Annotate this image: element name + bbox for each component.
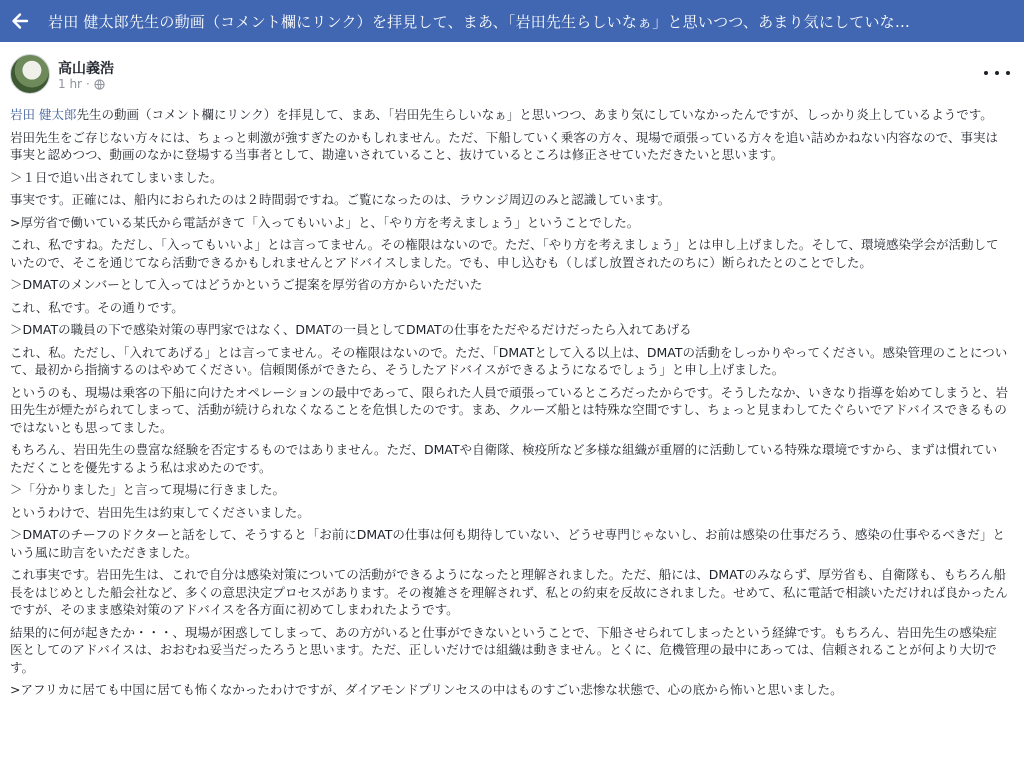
post-paragraph: 岩田先生をご存じない方々には、ちょっと刺激が強すぎたのかもしれません。ただ、下船していく乗客の方々、現場で頑張っている方々を追い詰めかねない内容なので、事実は事実と認めつつ、動画のなかに登場する当事者として、勘違いされていること、抜けているところは修正させていただきたいと思います。 xyxy=(10,129,999,162)
post-header xyxy=(10,54,1014,98)
post-paragraph: ＞DMATのチーフのドクターと話をして、そうすると「お前にDMATの仕事は何も期待していない、どうせ専門じゃないし、お前は感染の仕事だろう、感染の仕事やるべきだ」という風に助言をいただきました。 xyxy=(10,527,1005,560)
post-paragraph: 岩田 健太郎先生の動画（コメント欄にリンク）を拝見して、まあ、「岩田先生らしいなぁ」と思いつつ、あまり気にしていなかったんですが、しっかり炎上しているようです。 xyxy=(10,107,993,122)
post-paragraph: これ事実です。岩田先生は、これで自分は感染対策についての活動ができるようになったと理解されました。ただ、船には、DMATのみならず、厚労省も、自衛隊も、もちろん船長をはじめとした船会社など、多くの意思決定プロセスがあります。その複雑さを理解されず、私との約束を反故にされました。せめて、私に電話で相談いただければ良かったんですが、そのまま感染対策のアドバイスを各方面に初めてしまわれたようです。 xyxy=(10,567,1008,617)
post-paragraph: >厚労省で働いている某氏から電話がきて「入ってもいいよ」と、「やり方を考えましょう」ということでした。 xyxy=(10,214,640,230)
arrow-left-icon xyxy=(10,11,30,31)
post-paragraph: ＞１日で追い出されてしまいました。 xyxy=(10,169,223,185)
post-paragraph: 結果的に何が起きたか・・・、現場が困惑してしまって、あの方がいると仕事ができないということで、下船させられてしまったという経緯です。もちろん、岩田先生の感染症医としてのアドバイスは、おおむね妥当だったろうと思います。ただ、正しいだけでは組織は動きません。とくに、危機管理の最中にあっては、信頼されることが何より大切です。 xyxy=(10,624,997,675)
post-time[interactable]: 1 hr xyxy=(58,77,82,91)
post-paragraph: ＞DMATの職員の下で感染対策の専門家ではなく、DMATの一員としてDMATの仕事をただやるだけだったら入れてあげる xyxy=(10,322,692,337)
post-paragraph: もちろん、岩田先生の豊富な経験を否定するものではありません。ただ、DMATや自衛隊、検疫所など多様な組織が重層的に活動している特殊な環境ですから、まずは慣れていただくことを優先するよう私は求めたのです。 xyxy=(10,442,998,475)
more-options-button[interactable] xyxy=(984,66,1010,80)
page-title: 岩田 健太郎先生の動画（コメント欄にリンク）を拝見して、まあ、「岩田先生らしいなぁ」と思いつつ、あまり気にしていな… xyxy=(48,12,911,31)
post-paragraph: というのも、現場は乗客の下船に向けたオペレーションの最中であって、限られた人員で頑張っているところだったからです。そうしたなか、いきなり指導を始めてしまうと、岩田先生が煙たがられてしまって、活動が続けられなくなることを危惧したのです。まあ、クルーズ船とは特殊な空間ですし、ちょっと見まわしてたぐらいでアドバイスできるものではないとも思ってました。 xyxy=(10,384,1009,435)
top-app-bar xyxy=(0,0,1024,42)
globe-icon xyxy=(94,79,105,90)
post-paragraph: これ、私です。その通りです。 xyxy=(10,299,184,315)
avatar[interactable] xyxy=(10,54,50,94)
meta-separator: · xyxy=(86,77,90,91)
post-paragraph: 事実です。正確には、船内におられたのは２時間弱ですね。ご覧になったのは、ラウンジ周辺のみと認識しています。 xyxy=(10,192,671,207)
post-paragraph: ＞DMATのメンバーとして入ってはどうかというご提案を厚労省の方からいただいた xyxy=(10,277,483,292)
back-button[interactable] xyxy=(0,0,40,42)
post-paragraph: というわけで、岩田先生は約束してくださいました。 xyxy=(10,504,310,520)
post-paragraph: ＞「分かりました」と言って現場に行きました。 xyxy=(10,482,286,497)
more-horizontal-icon xyxy=(984,71,988,75)
post-paragraph: >アフリカに居ても中国に居ても怖くなかったわけですが、ダイアモンドプリンセスの中はものすごい悲惨な状態で、心の底から怖いと思いました。 xyxy=(10,682,843,697)
mention-link[interactable]: 岩田 健太郎 xyxy=(10,107,77,122)
post-paragraph: これ、私。ただし、「入れてあげる」とは言ってません。その権限はないので。ただ、「DMATとして入る以上は、DMATの活動をしっかりやってください。感染管理のことについて、最初から指摘するのはやめてください。信頼関係ができたら、そうしたアドバイスができるようになるでしょう」と申し上げました。 xyxy=(10,344,1008,377)
post-text xyxy=(10,106,1008,704)
post-paragraph: これ、私ですね。ただし、「入ってもいいよ」とは言ってません。その権限はないので。ただ、「やり方を考えましょう」とは申し上げました。そして、環境感染学会が活動していたので、そこを通じてなら活動できるかもしれませんとアドバイスしました。でも、申し込むも（しばし放置されたのちに）断られたとのことでした。 xyxy=(10,237,999,270)
author-name[interactable]: 高山義浩 xyxy=(58,61,114,77)
post-meta xyxy=(58,77,105,91)
